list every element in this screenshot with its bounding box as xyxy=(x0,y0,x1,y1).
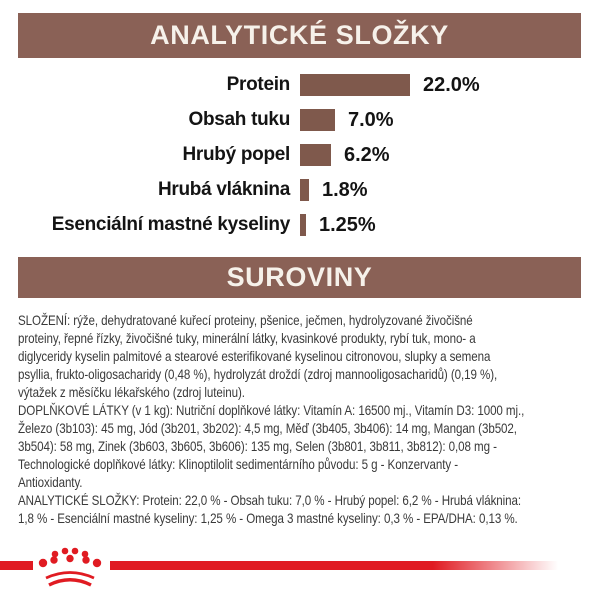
ingredients-section-header: SUROVINY xyxy=(18,257,581,298)
bar xyxy=(300,74,410,96)
bar-value: 22.0% xyxy=(423,73,480,96)
analytics-chart xyxy=(0,73,600,248)
composition-paragraph xyxy=(18,311,581,401)
ingredients-text-line: SLOŽENÍ: rýže, dehydratované kuřecí proteiny, pšenice, ječmen, hydrolyzované živočišné xyxy=(18,312,473,328)
bar-label: Hrubý popel xyxy=(182,144,290,165)
analytical-paragraph xyxy=(18,491,581,527)
footer-accent-line-right xyxy=(110,561,558,570)
analytics-section-header: ANALYTICKÉ SLOŽKY xyxy=(18,13,581,58)
bar-label: Obsah tuku xyxy=(188,109,290,130)
ingredients-text-line: 3b504): 58 mg, Zinek (3b603, 3b605, 3b606): 135 mg, Selen (3b801, 3b811, 3b812): 0,08 mg - xyxy=(18,438,497,454)
ingredients-text-line: Železo (3b103): 45 mg, Jód (3b201, 3b202): 4,5 mg, Měď (3b405, 3b406): 14 mg, Mangan (3b502, xyxy=(18,420,517,436)
bar-row xyxy=(0,178,600,202)
bar xyxy=(300,214,306,236)
royal-canin-crown-icon xyxy=(36,546,104,594)
bar xyxy=(300,179,309,201)
bar-value: 1.8% xyxy=(322,178,368,201)
ingredients-text xyxy=(18,311,581,531)
bar-row xyxy=(0,143,600,167)
bar-label: Protein xyxy=(226,74,290,95)
bar-value: 1.25% xyxy=(319,213,376,236)
ingredients-text-line: výtažek z měsíčku lékařského (zdroj luteinu). xyxy=(18,384,245,400)
bar-value: 6.2% xyxy=(344,143,390,166)
ingredients-text-line: ANALYTICKÉ SLOŽKY: Protein: 22,0 % - Obsah tuku: 7,0 % - Hrubý popel: 6,2 % - Hrubá vláknina: xyxy=(18,492,522,508)
ingredients-text-line: DOPLŇKOVÉ LÁTKY (v 1 kg): Nutriční doplňkové látky: Vitamín A: 16500 mj., Vitamín D3: 1000 mj., xyxy=(18,402,525,418)
ingredients-text-line: diglyceridy kyselin palmitové a stearové esterifikované kyselinou citronovou, slupky a semena xyxy=(18,348,491,364)
ingredients-text-line: Antioxidanty. xyxy=(18,474,83,490)
bar-label: Esenciální mastné kyseliny xyxy=(51,214,290,235)
bar-row xyxy=(0,73,600,97)
bar xyxy=(300,144,331,166)
ingredients-text-line: psyllia, frukto-oligosacharidy (0,48 %), hydrolyzát droždí (zdroj mannooligosacharidů) (0,19 %), xyxy=(18,366,498,382)
additives-paragraph xyxy=(18,401,581,491)
bar xyxy=(300,109,335,131)
ingredients-text-line: Technologické doplňkové látky: Klinoptilolit sedimentárního původu: 5 g - Konzervanty - xyxy=(18,456,458,472)
footer-accent-line-left xyxy=(0,561,33,570)
bar-row xyxy=(0,213,600,237)
bar-row xyxy=(0,108,600,132)
ingredients-text-line: proteiny, řepné řízky, živočišné tuky, minerální látky, kvasinkové produkty, rybí tuk, mono- a xyxy=(18,330,476,346)
bar-label: Hrubá vláknina xyxy=(157,179,290,200)
ingredients-text-line: 1,8 % - Esenciální mastné kyseliny: 1,25 % - Omega 3 mastné kyseliny: 0,3 % - EPA/DHA: 0,13 %. xyxy=(18,510,518,526)
bar-value: 7.0% xyxy=(348,108,394,131)
